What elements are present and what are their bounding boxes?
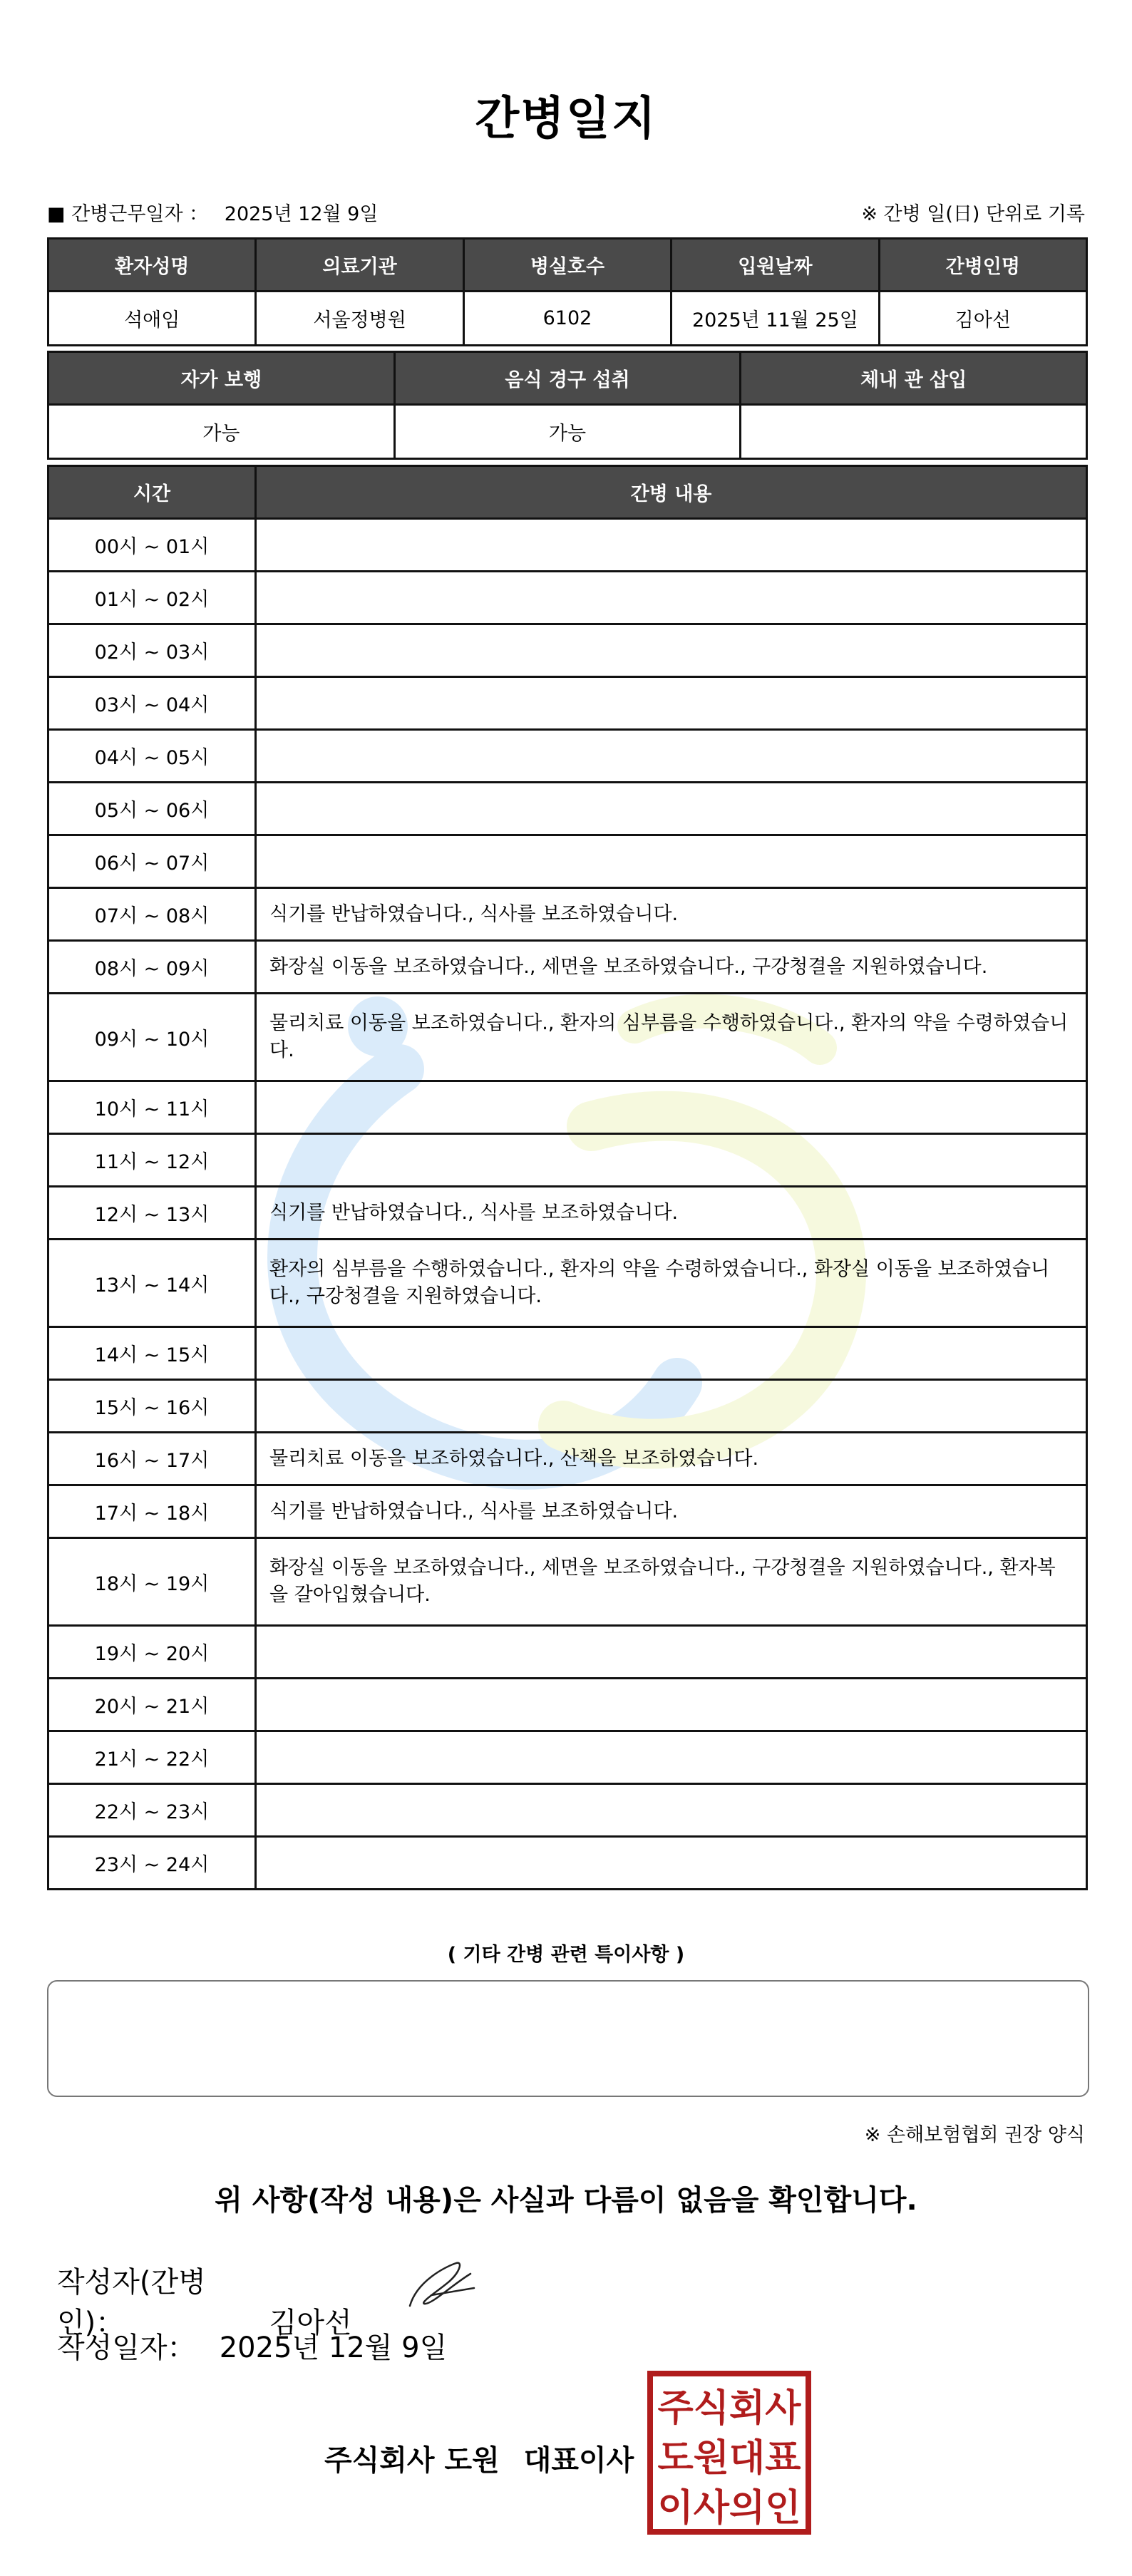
- document-title: 간병일지: [475, 93, 657, 145]
- header-oral-intake: 음식 경구 섭취: [394, 352, 741, 405]
- header-care-content: 간병 내용: [256, 466, 1087, 519]
- company-seal-stamp: [647, 2371, 811, 2535]
- log-row: [48, 888, 1087, 941]
- log-time: 03시 ~ 04시: [48, 677, 256, 730]
- log-row: [48, 783, 1087, 835]
- log-row: [48, 835, 1087, 888]
- header-hospital: 의료기관: [256, 239, 463, 292]
- log-row: [48, 1081, 1087, 1134]
- log-row: [48, 677, 1087, 730]
- work-date-value: 2025년 12월 9일: [224, 203, 379, 225]
- log-time: 06시 ~ 07시: [48, 835, 256, 888]
- log-row: [48, 1731, 1087, 1784]
- log-time: 04시 ~ 05시: [48, 730, 256, 783]
- log-time: 23시 ~ 24시: [48, 1837, 256, 1890]
- log-content: [256, 1380, 1087, 1433]
- log-time: 15시 ~ 16시: [48, 1380, 256, 1433]
- svg-text:주식회사: 주식회사: [657, 2386, 801, 2430]
- log-content: [256, 572, 1087, 624]
- log-row: [48, 1837, 1087, 1890]
- log-content: 화장실 이동을 보조하였습니다., 세면을 보조하였습니다., 구강청결을 지원하였습니다.: [256, 941, 1087, 994]
- log-time: 17시 ~ 18시: [48, 1485, 256, 1538]
- hospital-name: 서울정병원: [256, 292, 463, 346]
- header-time: 시간: [48, 466, 256, 519]
- log-row: [48, 1538, 1087, 1626]
- log-row: [48, 624, 1087, 677]
- header-room-number: 병실호수: [463, 239, 671, 292]
- header-self-walking: 자가 보행: [48, 352, 395, 405]
- patient-info-table: [47, 237, 1088, 346]
- written-date-line: [57, 2325, 447, 2366]
- written-date-label: 작성일자：: [57, 2332, 196, 2364]
- log-content: 식기를 반납하였습니다., 식사를 보조하였습니다.: [256, 1485, 1087, 1538]
- header-admission-date: 입원날짜: [672, 239, 879, 292]
- log-content: 식기를 반납하였습니다., 식사를 보조하였습니다.: [256, 1187, 1087, 1240]
- written-date-value: 2025년 12월 9일: [219, 2332, 448, 2364]
- log-time: 01시 ~ 02시: [48, 572, 256, 624]
- log-row: [48, 1187, 1087, 1240]
- recommended-form-note: ※ 손해보험협회 권장 양식: [864, 2124, 1085, 2146]
- log-time: 16시 ~ 17시: [48, 1433, 256, 1485]
- patient-name: 석애임: [48, 292, 256, 346]
- log-time: 07시 ~ 08시: [48, 888, 256, 941]
- log-row: [48, 1327, 1087, 1380]
- admission-date: 2025년 11월 25일: [672, 292, 879, 346]
- log-row: [48, 994, 1087, 1081]
- svg-text:도원대표: 도원대표: [657, 2436, 801, 2480]
- log-time: 09시 ~ 10시: [48, 994, 256, 1081]
- log-content: [256, 677, 1087, 730]
- log-time: 02시 ~ 03시: [48, 624, 256, 677]
- company-line: [324, 2438, 648, 2478]
- company-name: 주식회사 도원: [324, 2444, 500, 2477]
- log-row: [48, 519, 1087, 572]
- patient-status-table: [47, 351, 1088, 460]
- log-content: [256, 835, 1087, 888]
- log-time: 14시 ~ 15시: [48, 1327, 256, 1380]
- log-content: 화장실 이동을 보조하였습니다., 세면을 보조하였습니다., 구강청결을 지원하였습니다., 환자복을 갈아입혔습니다.: [256, 1538, 1087, 1626]
- log-content: [256, 1626, 1087, 1679]
- work-date-label: ■ 간병근무일자 ：: [47, 203, 209, 225]
- header-caregiver-name: 간병인명: [879, 239, 1086, 292]
- log-time: 18시 ~ 19시: [48, 1538, 256, 1626]
- confirmation-statement: 위 사항(작성 내용)은 사실과 다름이 없음을 확인합니다.: [215, 2184, 917, 2217]
- log-content: 식기를 반납하였습니다., 식사를 보조하였습니다.: [256, 888, 1087, 941]
- log-row: [48, 941, 1087, 994]
- log-row: [48, 730, 1087, 783]
- oral-intake-value: 가능: [394, 405, 741, 459]
- log-content: [256, 1784, 1087, 1837]
- log-content: [256, 1679, 1087, 1731]
- log-content: [256, 783, 1087, 835]
- log-time: 13시 ~ 14시: [48, 1240, 256, 1327]
- log-row: [48, 572, 1087, 624]
- log-content: [256, 624, 1087, 677]
- log-time: 10시 ~ 11시: [48, 1081, 256, 1134]
- log-row: [48, 1380, 1087, 1433]
- log-time: 08시 ~ 09시: [48, 941, 256, 994]
- special-notes-heading: ( 기타 간병 관련 특이사항 ): [447, 1944, 685, 1966]
- log-row: [48, 1626, 1087, 1679]
- log-content: [256, 1327, 1087, 1380]
- log-time: 22시 ~ 23시: [48, 1784, 256, 1837]
- log-row: [48, 1240, 1087, 1327]
- caregiver-name: 김아선: [879, 292, 1086, 346]
- record-unit-note: ※ 간병 일(日) 단위로 기록: [861, 203, 1085, 225]
- room-number: 6102: [463, 292, 671, 346]
- log-time: 20시 ~ 21시: [48, 1679, 256, 1731]
- signature-image: [403, 2252, 481, 2317]
- tube-insertion-value: [741, 405, 1087, 459]
- care-log-table: [47, 465, 1088, 1890]
- log-row: [48, 1784, 1087, 1837]
- log-time: 00시 ~ 01시: [48, 519, 256, 572]
- log-content: 물리치료 이동을 보조하였습니다., 산책을 보조하였습니다.: [256, 1433, 1087, 1485]
- log-row: [48, 1485, 1087, 1538]
- log-row: [48, 1134, 1087, 1187]
- log-row: [48, 1433, 1087, 1485]
- log-row: [48, 1679, 1087, 1731]
- company-title: 대표이사: [523, 2444, 634, 2477]
- log-time: 12시 ~ 13시: [48, 1187, 256, 1240]
- svg-text:이사의인: 이사의인: [657, 2486, 801, 2530]
- log-content: 환자의 심부름을 수행하였습니다., 환자의 약을 수령하였습니다., 화장실 이동을 보조하였습니다., 구강청결을 지원하였습니다.: [256, 1240, 1087, 1327]
- log-content: [256, 1081, 1087, 1134]
- special-notes-box: [47, 1980, 1089, 2097]
- log-content: [256, 1731, 1087, 1784]
- log-time: 19시 ~ 20시: [48, 1626, 256, 1679]
- log-content: [256, 730, 1087, 783]
- self-walking-value: 가능: [48, 405, 395, 459]
- log-content: 물리치료 이동을 보조하였습니다., 환자의 심부름을 수행하였습니다., 환자의 약을 수령하였습니다.: [256, 994, 1087, 1081]
- log-time: 21시 ~ 22시: [48, 1731, 256, 1784]
- log-time: 11시 ~ 12시: [48, 1134, 256, 1187]
- log-content: [256, 1134, 1087, 1187]
- work-date-line: [47, 198, 378, 226]
- writer-name: 김아선: [269, 2307, 352, 2339]
- log-content: [256, 519, 1087, 572]
- header-patient-name: 환자성명: [48, 239, 256, 292]
- log-content: [256, 1837, 1087, 1890]
- writer-label: 작성자(간병인)：: [57, 2266, 206, 2339]
- log-time: 05시 ~ 06시: [48, 783, 256, 835]
- header-tube-insertion: 체내 관 삽입: [741, 352, 1087, 405]
